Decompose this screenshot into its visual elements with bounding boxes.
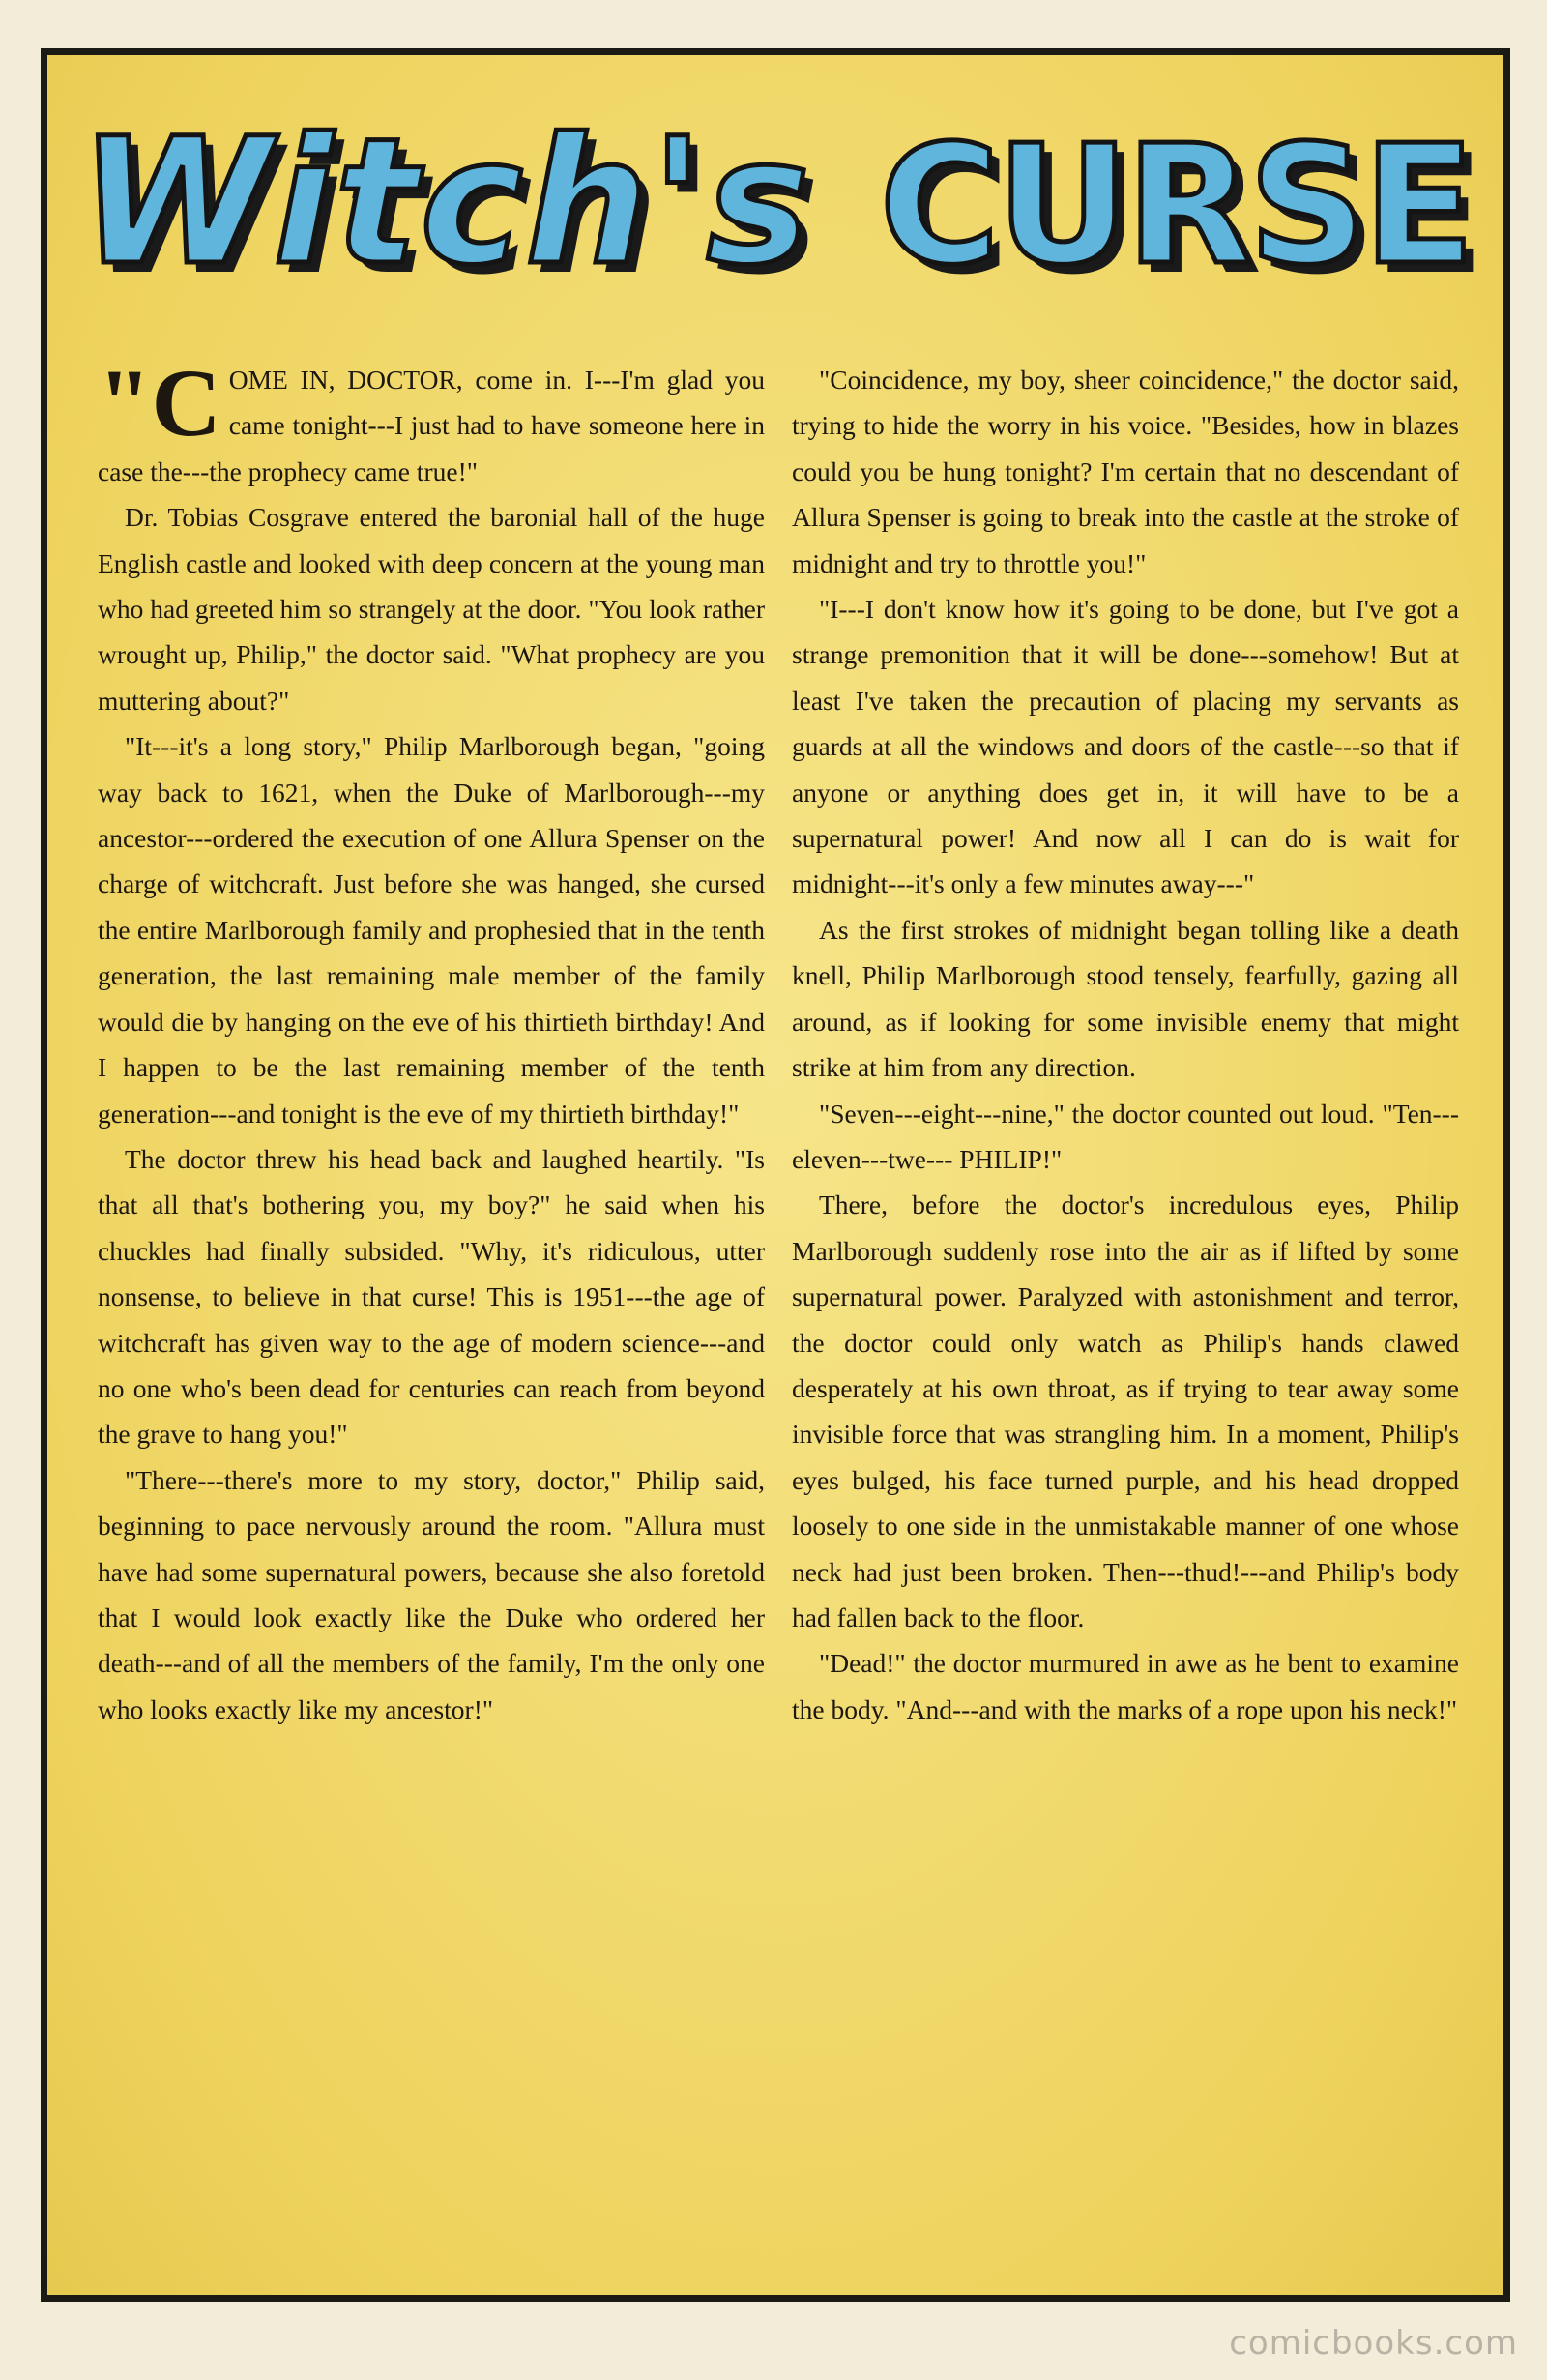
paragraph	[98, 349, 765, 494]
paragraph: As the first strokes of midnight began tolling like a death knell, Philip Marlborough stood tensely, fearfully, gazing all around, as if looking for some invisible enemy that might strike at him from any direction.	[792, 914, 1459, 1083]
watermark: comicbooks.com	[1229, 2324, 1518, 2363]
text-column-left	[98, 349, 765, 1732]
paragraph: "Dead!" the doctor murmured in awe as he bent to examine the body. "And---and with the marks of a rope upon his neck!"	[792, 1648, 1459, 1724]
story-title	[47, 82, 1503, 324]
story-panel	[41, 48, 1510, 2302]
paragraph-text: OME IN, DOCTOR, come in. I---I'm glad you came tonight---I just had to have someone here in case the---the prophecy came true!"	[98, 365, 765, 486]
paragraph: Dr. Tobias Cosgrave entered the baronial hall of the huge English castle and looked with deep concern at the young man who had greeted him so strangely at the door. "You look rather wrought up, Philip," the doctor said. "What prophecy are you muttering about?"	[98, 502, 765, 716]
text-column-right	[792, 357, 1459, 1732]
paragraph: "Seven---eight---nine," the doctor counted out loud. "Ten---eleven---twe--- PHILIP!"	[792, 1098, 1459, 1174]
paragraph: "There---there's more to my story, doctor," Philip said, beginning to pace nervously around the room. "Allura must have had some supernatural powers, because she also foretold that I would look exactly like the Duke who ordered her death---and of all the members of the family, I'm the only one who looks exactly like my ancestor!"	[98, 1464, 765, 1724]
drop-cap: "C	[98, 349, 221, 456]
paragraph: The doctor threw his head back and laughed heartily. "Is that all that's bothering you, my boy?" he said when his chuckles had finally subsided. "Why, it's ridiculous, utter nonsense, to believe in that curse! This is 1951---the age of witchcraft has given way to the age of modern science---and no one who's been dead for centuries can reach from beyond the grave to hang you!"	[98, 1143, 765, 1450]
title-word-curse: CURSE	[879, 110, 1472, 302]
paragraph: "It---it's a long story," Philip Marlborough began, "going way back to 1621, when the Duke of Marlborough---my ancestor---ordered the execution of one Allura Spenser on the charge of witchcraft. Just before she was hanged, she cursed the entire Marlborough family and prophesied that in the tenth generation, the last remaining male member of the family would die by hanging on the eve of his thirtieth birthday! And I happen to be the last remaining member of the tenth generation---and tonight is the eve of my thirtieth birthday!"	[98, 731, 765, 1129]
paragraph: "Coincidence, my boy, sheer coincidence," the doctor said, trying to hide the worry in his voice. "Besides, how in blazes could you be hung tonight? I'm certain that no descendant of Allura Spenser is going to break into the castle at the stroke of midnight and try to throttle you!"	[792, 365, 1459, 578]
title-word-witchs: Witch's	[79, 102, 812, 304]
paragraph: There, before the doctor's incredulous eyes, Philip Marlborough suddenly rose into the air as if lifted by some supernatural power. Paralyzed with astonishment and terror, the doctor could only watch as Philip's hands clawed desperately at his own throat, as if trying to tear away some invisible force that was strangling him. In a moment, Philip's eyes bulged, his face turned purple, and his head dropped loosely to one side in the unmistakable manner of one whose neck had just been broken. Then---thud!---and Philip's body had fallen back to the floor.	[792, 1190, 1459, 1632]
paragraph: "I---I don't know how it's going to be done, but I've got a strange premonition that it will be done---somehow! But at least I've taken the precaution of placing my servants as guards at all the windows and doors of the castle---so that if anyone or anything does get in, it will have to be a supernatural power! And now all I can do is wait for midnight---it's only a few minutes away---"	[792, 594, 1459, 899]
